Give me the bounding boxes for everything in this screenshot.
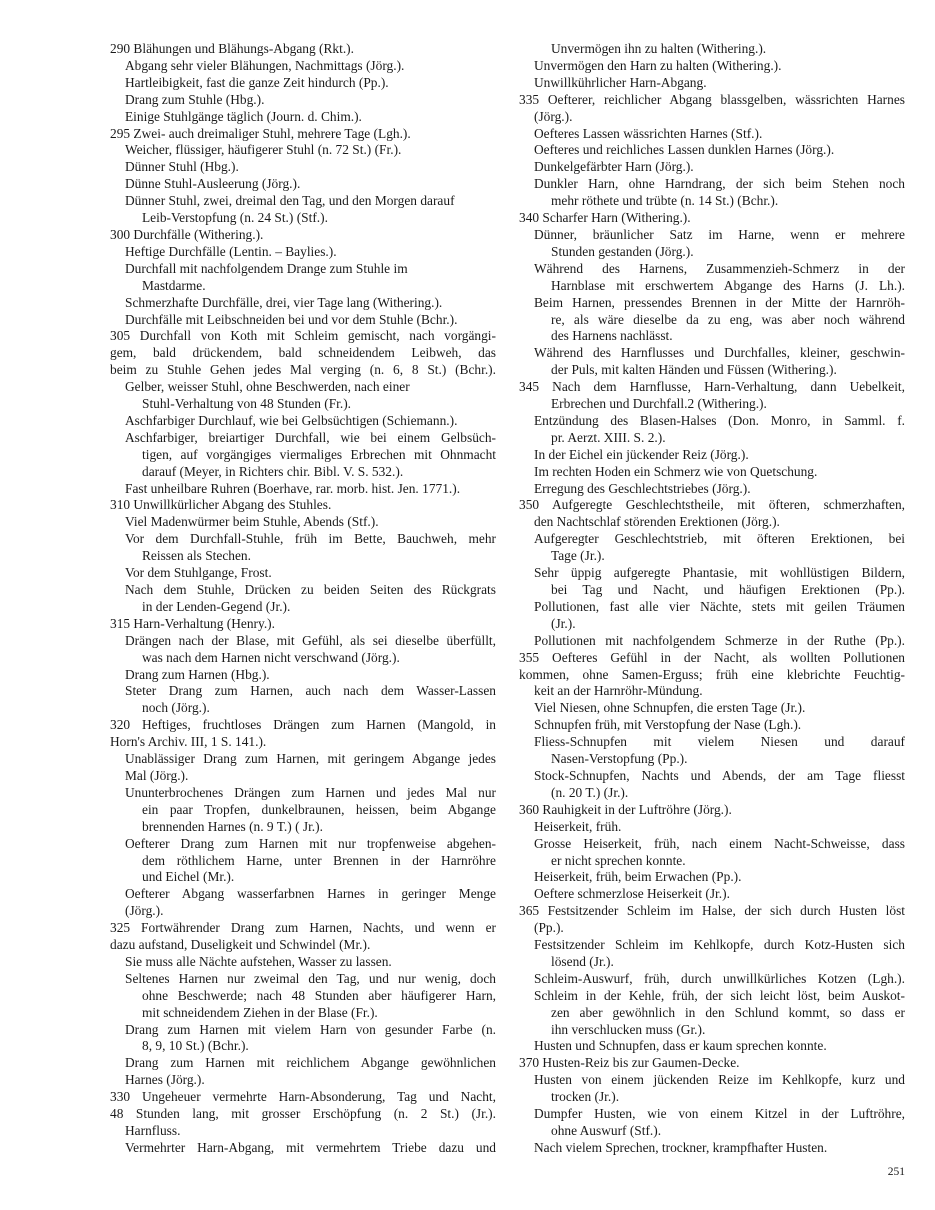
left-column-line: 315 Harn-Verhaltung (Henry.). <box>110 615 275 631</box>
right-column-line: Grosse Heiserkeit, früh, nach einem Nacht-Schweisse, dass <box>534 835 905 851</box>
right-column-line: Heiserkeit, früh. <box>534 818 622 834</box>
right-column-line: Schleim in der Kehle, früh, der sich leicht löst, beim Auskot- <box>534 987 905 1003</box>
left-column-line: Nach dem Stuhle, Drücken zu beiden Seiten des Rückgrats <box>125 582 496 597</box>
left-column-line: Aschfarbiger Durchlauf, wie bei Gelbsüchtigen (Schiemann.). <box>125 412 458 428</box>
right-column-line: 345 Nach dem Harnflusse, Harn-Verhaltung, dann Uebelkeit, <box>519 379 905 395</box>
right-column-line: keit an der Harnröhr-Mündung. <box>534 683 703 699</box>
left-column-line: Horn's Archiv. III, 1 S. 141.). <box>110 734 267 750</box>
left-column-line: noch (Jörg.). <box>142 700 210 716</box>
left-column-line: Vor dem Durchfall-Stuhle, früh im Bette, Bauchweh, mehr <box>125 531 496 547</box>
left-column-line: (Jörg.). <box>125 903 164 919</box>
right-column-line: bei Tag und Nacht, und häufigen Erektionen (Pp.). <box>551 582 905 597</box>
right-column-line: ihn verschlucken muss (Gr.). <box>551 1021 706 1037</box>
left-column-line: Drang zum Stuhle (Hbg.). <box>125 91 265 107</box>
left-column-line: darauf (Meyer, in Richters chir. Bibl. V. S. 532.). <box>142 463 404 479</box>
right-column-line: Festsitzender Schleim im Kehlkopfe, durch Kotz-Husten sich <box>534 937 905 953</box>
left-column-line: Durchfall mit nachfolgendem Drange zum Stuhle im <box>125 260 408 276</box>
right-column-line: Pollutionen, fast alle vier Nächte, stets mit geilen Träumen <box>534 598 905 614</box>
left-column-line: 8, 9, 10 St.) (Bchr.). <box>142 1038 249 1054</box>
right-column-line: Dumpfer Husten, wie von einem Kitzel in der Luftröhre, <box>534 1106 905 1122</box>
left-column-line: Dünne Stuhl-Ausleerung (Jörg.). <box>125 176 301 192</box>
left-column-line: Mal (Jörg.). <box>125 767 189 783</box>
left-column <box>110 41 496 1157</box>
right-column-line: kommen, ohne Samen-Erguss; früh eine klebrichte Feuchtig- <box>519 666 905 682</box>
left-column-line: 305 Durchfall von Koth mit Schleim gemischt, nach vorgängi- <box>110 328 496 344</box>
right-column-line: 355 Oefteres Gefühl in der Nacht, als wollten Pollutionen <box>519 649 905 665</box>
right-column-line: Nasen-Verstopfung (Pp.). <box>551 751 688 767</box>
left-column-line: 48 Stunden lang, mit grosser Erschöpfung (n. 2 St.) (Jr.). <box>110 1106 496 1122</box>
left-column-line: Oefterer Abgang wasserfarbnen Harnes in geringer Menge <box>125 886 496 902</box>
right-column-line: Aufgeregter Geschlechtstrieb, mit öfteren Erektionen, bei <box>534 531 905 547</box>
right-column-line: 340 Scharfer Harn (Withering.). <box>519 210 691 226</box>
left-column-line: dazu aufstand, Duseligkeit und Schwindel (Mr.). <box>110 937 371 953</box>
right-column-line: 365 Festsitzender Schleim im Halse, der sich durch Husten löst <box>519 903 905 919</box>
right-column-line: 335 Oefterer, reichlicher Abgang blassgelben, wässrichten Harnes <box>519 91 905 107</box>
left-column-line: Steter Drang zum Harnen, auch nach dem Wasser-Lassen <box>125 683 496 699</box>
right-column-line: zen aber gewöhnlich in den Schlund kommt, so dass er <box>551 1004 905 1020</box>
left-column-line: Leib-Verstopfung (n. 24 St.) (Stf.). <box>142 210 328 226</box>
right-column-line: pr. Aerzt. XIII. S. 2.). <box>551 429 666 445</box>
left-column-line: ohne Beschwerde; nach 48 Stunden aber häufigerer Harn, <box>142 987 496 1003</box>
left-column-line: Heftige Durchfälle (Lentin. – Baylies.). <box>125 243 337 259</box>
right-column-line: (Jr.). <box>551 615 576 631</box>
left-column-line: Unablässiger Drang zum Harnen, mit geringem Abgange jedes <box>125 751 496 767</box>
left-column-line: Vermehrter Harn-Abgang, mit vermehrtem Triebe dazu und <box>125 1139 496 1155</box>
left-column-line: Hartleibigkeit, fast die ganze Zeit hindurch (Pp.). <box>125 74 389 90</box>
page-number: 251 <box>887 1166 905 1178</box>
right-column-line: 370 Husten-Reiz bis zur Gaumen-Decke. <box>519 1055 740 1071</box>
right-column-line: Schnupfen früh, mit Verstopfung der Nase (Lgh.). <box>534 717 802 733</box>
right-column-line: mehr röthete und trübte (n. 14 St.) (Bchr.). <box>551 193 779 209</box>
left-column-line: 290 Blähungen und Blähungs-Abgang (Rkt.). <box>110 41 354 56</box>
right-column-line: lösend (Jr.). <box>551 953 614 969</box>
left-column-line: tigen, auf vorgängiges viermaliges Erbrechen mit Ohnmacht <box>142 446 496 462</box>
right-column-line: Im rechten Hoden ein Schmerz wie von Quetschung. <box>534 463 818 479</box>
left-column-line: in der Lenden-Gegend (Jr.). <box>142 598 291 614</box>
right-column-line: Unwillkührlicher Harn-Abgang. <box>534 74 707 90</box>
right-column-line: Während des Harnens, Zusammenzieh-Schmerz in der <box>534 260 905 276</box>
left-column-line: beim zu Stuhle Gehen jedes Mal verging (n. 6, 8 St.) (Bchr.). <box>110 362 496 378</box>
right-column-line: 360 Rauhigkeit in der Luftröhre (Jörg.). <box>519 801 732 817</box>
left-column-line: Stuhl-Verhaltung von 48 Stunden (Fr.). <box>142 396 352 412</box>
left-column-line: Schmerzhafte Durchfälle, drei, vier Tage lang (Withering.). <box>125 294 443 310</box>
right-column-line: Viel Niesen, ohne Schnupfen, die ersten Tage (Jr.). <box>534 700 806 716</box>
right-column-line: Nach vielem Sprechen, trockner, krampfhafter Husten. <box>534 1139 828 1155</box>
left-column-line: Drang zum Harnen mit vielem Harn von gesunder Farbe (n. <box>125 1021 496 1037</box>
right-column-line: Pollutionen mit nachfolgendem Schmerze in der Ruthe (Pp.). <box>534 632 905 648</box>
right-column-line: Heiserkeit, früh, beim Erwachen (Pp.). <box>534 869 742 885</box>
right-column-line: Oefteres Lassen wässrichten Harnes (Stf.). <box>534 125 763 141</box>
right-column-line: den Nachtschlaf störenden Erektionen (Jörg.). <box>534 514 780 530</box>
left-column-line: 310 Unwillkürlicher Abgang des Stuhles. <box>110 497 332 513</box>
left-column-line: was nach dem Harnen nicht verschwand (Jörg.). <box>142 649 400 665</box>
right-column-line: re, als wäre dieselbe da zu eng, was aber noch während <box>551 311 905 327</box>
left-column-line: 320 Heftiges, fruchtloses Drängen zum Harnen (Mangold, in <box>110 717 496 733</box>
left-column-line: mit schneidendem Ziehen in der Blase (Fr.). <box>142 1004 378 1020</box>
left-column-line: Drang zum Harnen (Hbg.). <box>125 666 270 682</box>
left-column-line: Einige Stuhlgänge täglich (Journ. d. Chim.). <box>125 108 362 124</box>
right-column-line: In der Eichel ein jückender Reiz (Jörg.). <box>534 446 749 462</box>
left-column-line: Sie muss alle Nächte aufstehen, Wasser zu lassen. <box>125 953 392 969</box>
right-column-line: Tage (Jr.). <box>551 548 605 564</box>
left-column-line: Ununterbrochenes Drängen zum Harnen und jedes Mal nur <box>125 784 496 800</box>
left-column-line: 325 Fortwährender Drang zum Harnen, Nachts, und wenn er <box>110 920 496 936</box>
right-column-line: er nicht sprechen konnte. <box>551 852 686 868</box>
right-column-line: Oeftere schmerzlose Heiserkeit (Jr.). <box>534 886 730 902</box>
left-column-line: Abgang sehr vieler Blähungen, Nachmittags (Jörg.). <box>125 57 405 73</box>
left-column-line: Dünner Stuhl, zwei, dreimal den Tag, und den Morgen darauf <box>125 193 455 209</box>
right-column-line: Während des Harnflusses und Durchfalles, kleiner, geschwin- <box>534 345 905 361</box>
left-column-line: Harnfluss. <box>125 1123 181 1138</box>
left-column-line: Harnes (Jörg.). <box>125 1072 205 1088</box>
right-column-line: Husten von einem jückenden Reize im Kehlkopfe, kurz und <box>534 1072 905 1088</box>
left-column-line: Drängen nach der Blase, mit Gefühl, als sei dieselbe überfüllt, <box>125 632 496 648</box>
right-column-line: Dunkler Harn, ohne Harndrang, der sich beim Stehen noch <box>534 176 905 192</box>
right-column-line: Oefteres und reichliches Lassen dunklen Harnes (Jörg.). <box>534 142 835 158</box>
left-column-line: Mastdarme. <box>142 277 206 293</box>
right-column-line: ohne Auswurf (Stf.). <box>551 1123 662 1138</box>
right-column-line: Harnblase mit erschwertem Abgange des Harns (J. Lh.). <box>551 277 905 293</box>
left-column-line: gem, bald drückendem, bald schneidendem Leibweh, das <box>110 345 496 361</box>
right-column-line: Entzündung des Blasen-Halses (Don. Monro, in Samml. f. <box>534 412 905 428</box>
left-column-line: Fast unheilbare Ruhren (Boerhave, rar. morb. hist. Jen. 1771.). <box>125 480 461 496</box>
right-column-line: Fliess-Schnupfen mit vielem Niesen und darauf <box>534 734 905 750</box>
right-column-line: Unvermögen ihn zu halten (Withering.). <box>551 41 767 56</box>
right-column-line: Sehr üppig aufgeregte Phantasie, mit wohllüstigen Bildern, <box>534 565 905 581</box>
left-column-line: Oefterer Drang zum Harnen mit nur tropfenweise abgehen- <box>125 835 496 851</box>
left-column-line: dem röthlichem Harne, unter Brennen in der Harnröhre <box>142 852 496 868</box>
right-column-line: Stunden gestanden (Jörg.). <box>551 243 694 259</box>
right-column-line: Dunkelgefärbter Harn (Jörg.). <box>534 159 694 175</box>
left-column-line: Viel Madenwürmer beim Stuhle, Abends (Stf.). <box>125 514 379 530</box>
left-column-line: ein paar Tropfen, dunkelbraunen, heissen, beim Abgange <box>142 801 496 817</box>
right-column-line: Beim Harnen, pressendes Brennen in der Mitte der Harnröh- <box>534 294 905 310</box>
left-column-line: Drang zum Harnen mit reichlichem Abgange gewöhnlichen <box>125 1055 496 1071</box>
right-column-line: 350 Aufgeregte Geschlechtstheile, mit öfteren, schmerzhaften, <box>519 497 905 513</box>
right-column <box>519 41 905 1157</box>
left-column-line: und Eichel (Mr.). <box>142 869 235 885</box>
right-column-line: der Puls, mit kalten Händen und Füssen (Withering.). <box>551 362 837 378</box>
left-column-line: Weicher, flüssiger, häufigerer Stuhl (n. 72 St.) (Fr.). <box>125 142 402 158</box>
right-column-line: Erbrechen und Durchfall.2 (Withering.). <box>551 396 767 412</box>
left-column-line: Aschfarbiger, breiartiger Durchfall, wie bei einem Gelbsüch- <box>125 429 496 445</box>
right-column-line: Unvermögen den Harn zu halten (Withering.). <box>534 57 782 73</box>
left-column-line: Vor dem Stuhlgange, Frost. <box>125 565 272 581</box>
left-column-line: Reissen als Stechen. <box>142 548 251 564</box>
right-column-line: (Jörg.). <box>534 108 573 124</box>
left-column-line: brennenden Harnes (n. 9 T.) ( Jr.). <box>142 818 323 834</box>
right-column-line: Stock-Schnupfen, Nachts und Abends, der am Tage fliesst <box>534 767 905 783</box>
left-column-line: Seltenes Harnen nur zweimal den Tag, und nur wenig, doch <box>125 970 496 986</box>
right-column-line: Schleim-Auswurf, früh, durch unwillkürliches Kotzen (Lgh.). <box>534 970 905 986</box>
right-column-line: Dünner, bräunlicher Satz im Harne, wenn er mehrere <box>534 226 905 242</box>
right-column-line: (Pp.). <box>534 920 564 936</box>
right-column-line: Husten und Schnupfen, dass er kaum sprechen konnte. <box>534 1038 827 1054</box>
left-column-line: 330 Ungeheuer vermehrte Harn-Absonderung, Tag und Nacht, <box>110 1089 496 1105</box>
left-column-line: 295 Zwei- auch dreimaliger Stuhl, mehrere Tage (Lgh.). <box>110 125 411 141</box>
right-column-line: Erregung des Geschlechtstriebes (Jörg.). <box>534 480 751 496</box>
right-column-line: trocken (Jr.). <box>551 1089 620 1105</box>
left-column-line: Gelber, weisser Stuhl, ohne Beschwerden, nach einer <box>125 379 410 395</box>
right-column-line: (n. 20 T.) (Jr.). <box>551 784 629 800</box>
left-column-line: 300 Durchfälle (Withering.). <box>110 226 264 242</box>
left-column-line: Durchfälle mit Leibschneiden bei und vor dem Stuhle (Bchr.). <box>125 311 458 327</box>
left-column-line: Dünner Stuhl (Hbg.). <box>125 159 239 175</box>
right-column-line: des Harnens nachlässt. <box>551 328 673 344</box>
